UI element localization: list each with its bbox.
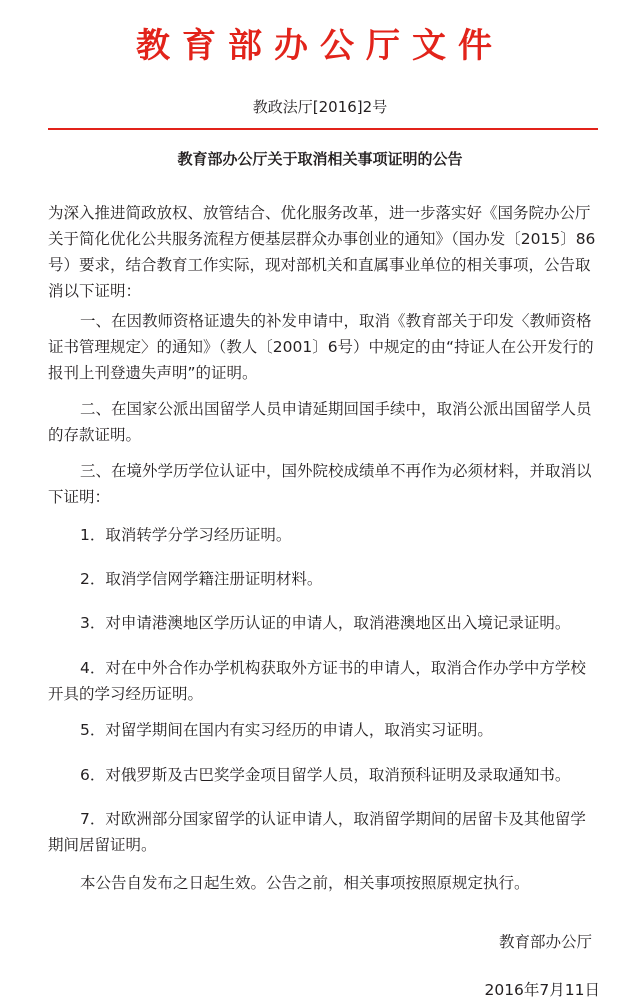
doc-number: 教政法厅[2016]2号 xyxy=(252,98,388,116)
sub-item-2: 2．取消学信网学籍注册证明材料。 xyxy=(80,570,323,588)
issuer-signature: 教育部办公厅 xyxy=(498,933,592,951)
item-3-paragraph: 三、在境外学历学位认证中，国外院校成绩单不再作为必须材料，并取消以下证明： xyxy=(48,462,592,506)
sub-item-7: 7．对欧洲部分国家留学的认证申请人，取消留学期间的居留卡及其他留学期间居留证明。 xyxy=(48,810,586,854)
issue-date: 2016年7月11日 xyxy=(484,981,600,999)
sub-item-6: 6．对俄罗斯及古巴奖学金项目留学人员，取消预科证明及录取通知书。 xyxy=(80,766,571,784)
intro-paragraph: 为深入推进简政放权、放管结合、优化服务改革，进一步落实好《国务院办公厅关于简化优化公共服务流程方便基层群众办事创业的通知》（国办发〔2015〕86号）要求，结合教育工作实际，现对部机关和直属事业单位的相关事项，公告取消以下证明： xyxy=(48,204,596,300)
red-divider xyxy=(48,128,598,130)
sub-item-1: 1．取消转学分学习经历证明。 xyxy=(80,526,292,544)
item-2-paragraph: 二、在国家公派出国留学人员申请延期回国手续中，取消公派出国留学人员的存款证明。 xyxy=(48,400,592,444)
doc-title: 教育部办公厅文件 xyxy=(136,26,504,66)
sub-item-3: 3．对申请港澳地区学历认证的申请人，取消港澳地区出入境记录证明。 xyxy=(80,614,571,632)
sub-item-4: 4．对在中外合作办学机构获取外方证书的申请人，取消合作办学中方学校开具的学习经历证明。 xyxy=(48,659,586,703)
item-1-paragraph: 一、在因教师资格证遗失的补发申请中，取消《教育部关于印发〈教师资格证书管理规定〉的通知》（教人〔2001〕6号）中规定的由“持证人在公开发行的报刊上刊登遗失声明”的证明。 xyxy=(48,312,594,382)
sub-item-5: 5．对留学期间在国内有实习经历的申请人，取消实习证明。 xyxy=(80,721,493,739)
closing-paragraph: 本公告自发布之日起生效。公告之前，相关事项按照原规定执行。 xyxy=(80,874,530,892)
announcement-subject: 教育部办公厅关于取消相关事项证明的公告 xyxy=(177,150,463,168)
